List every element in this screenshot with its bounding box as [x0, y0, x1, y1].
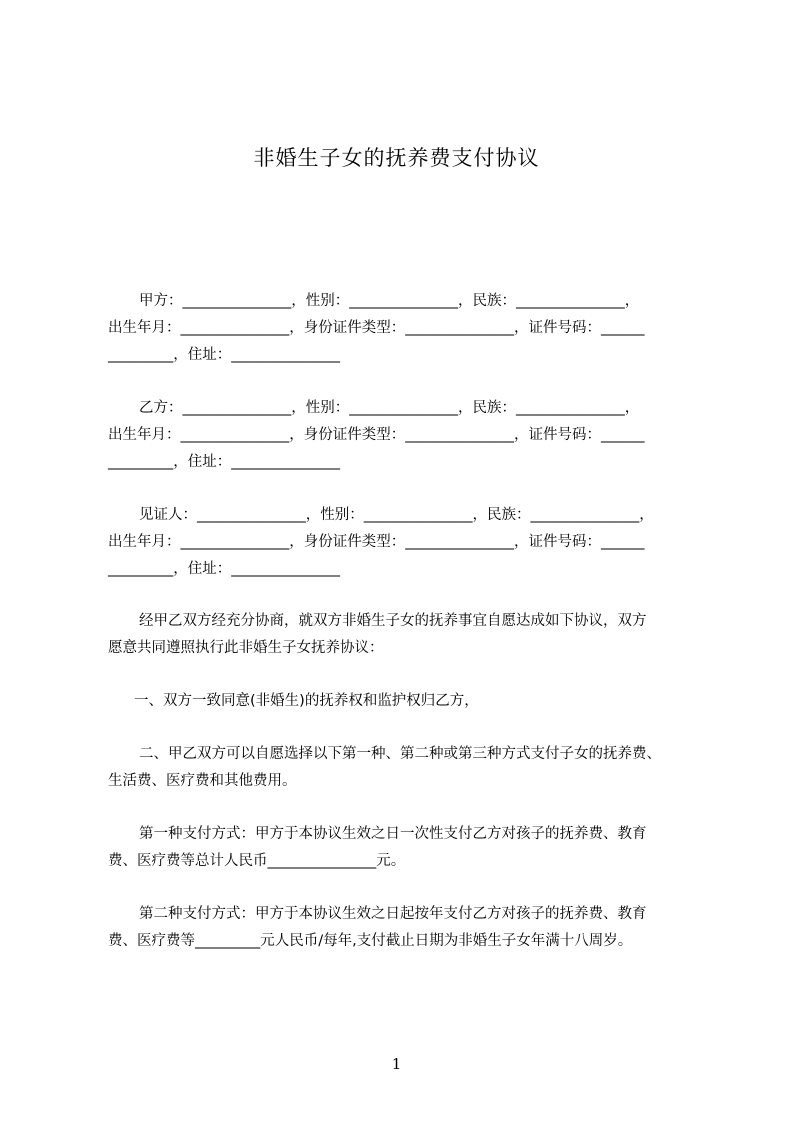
- payment-2-line-1: 第二种支付方式：甲方于本协议生效之日起按年支付乙方对孩子的抚养费、教育: [139, 906, 647, 922]
- payment-1-line-1: 第一种支付方式：甲方于本协议生效之日一次性支付乙方对孩子的抚养费、教育: [139, 826, 647, 842]
- party-a-line-2: 出生年月：_______________，身份证件类型：_______________，证件号码：______: [108, 320, 645, 336]
- clause-2-line-2: 生活费、医疗费和其他费用。: [108, 773, 297, 789]
- intro-line-2: 愿意共同遵照执行此非婚生子女抚养协议：: [108, 640, 384, 656]
- party-b-line-3: _________，住址：_______________: [108, 454, 340, 470]
- clause-2-line-1: 二、甲乙双方可以自愿选择以下第一种、第二种或第三种方式支付子女的抚养费、: [139, 746, 661, 762]
- party-a-line-1: 甲方：_______________，性别：_______________，民族：_______________，: [139, 293, 640, 309]
- witness-line-2: 出生年月：_______________，身份证件类型：_______________，证件号码：______: [108, 534, 645, 550]
- party-b-line-1: 乙方：_______________，性别：_______________，民族：_______________，: [139, 400, 640, 416]
- witness-line-1: 见证人：_______________，性别：_______________，民族：_______________，: [139, 507, 654, 523]
- party-b-line-2: 出生年月：_______________，身份证件类型：_______________，证件号码：______: [108, 427, 645, 443]
- page-number: 1: [391, 1055, 402, 1073]
- intro-line-1: 经甲乙双方经充分协商，就双方非婚生子女的抚养事宜自愿达成如下协议，双方: [139, 613, 647, 629]
- party-a-line-3: _________，住址：_______________: [108, 347, 340, 363]
- document-title: 非婚生子女的抚养费支付协议: [253, 146, 540, 170]
- witness-line-3: _________，住址：_______________: [108, 561, 340, 577]
- clause-1-line-1: 一、双方一致同意(非婚生)的抚养权和监护权归乙方，: [134, 693, 479, 709]
- payment-1-line-2: 费、医疗费等总计人民币_______________元。: [108, 853, 406, 869]
- payment-2-line-2: 费、医疗费等_________元人民币/每年,支付截止日期为非婚生子女年满十八周岁。: [108, 933, 633, 949]
